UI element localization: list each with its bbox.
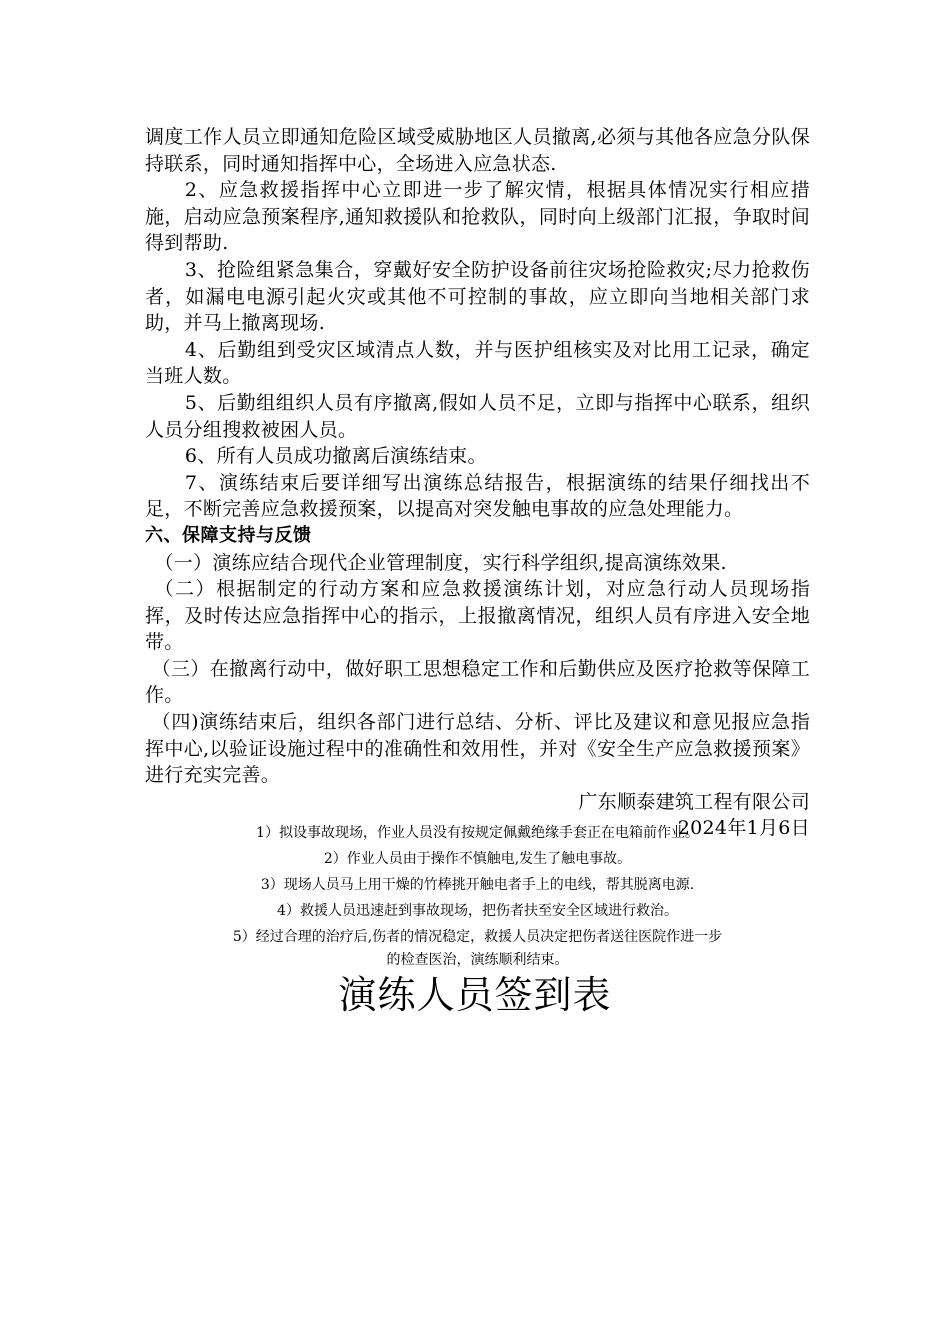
paragraph-step-2: 2、应急救援指挥中心立即进一步了解灾情，根据具体情况实行相应措施，启动应急预案程序,通知救援队和抢救队，同时向上级部门汇报，争取时间得到帮助. [145, 179, 810, 255]
section-heading-support: 六、保障支持与反馈 [145, 524, 312, 546]
document-body [145, 124, 810, 842]
company-signature: 广东顺泰建筑工程有限公司 [578, 790, 810, 813]
paragraph-step-7: 7、演练结束后要详细写出演练总结报告，根据演练的结果仔细找出不足，不断完善应急救援预案，以提高对突发触电事故的应急处理能力。 [145, 471, 810, 521]
paragraph-step-5: 5、后勤组组织人员有序撤离,假如人员不足，立即与指挥中心联系，组织人员分组搜救被困人员。 [145, 391, 810, 441]
paragraph-step-3: 3、抢险组紧急集合，穿戴好安全防护设备前往灾场抢险救灾;尽力抢救伤者，如漏电电源引起火灾或其他不可控制的事故，应立即向当地相关部门求助，并马上撤离现场. [145, 258, 810, 335]
drill-step-5: 5）经过合理的治疗后,伤者的情况稳定，救援人员决定把伤者送往医院作进一步 [232, 929, 723, 945]
support-item-4: （四)演练结束后，组织各部门进行总结、分析、评比及建议和意见报应急指挥中心,以验证设施过程中的准确性和效用性，并对《安全生产应急救援预案》进行充实完善。 [145, 711, 810, 787]
drill-step-1: 1）拟设事故现场，作业人员没有按规定佩戴绝缘手套正在电箱前作业。 [256, 825, 699, 841]
drill-steps [145, 820, 810, 972]
drill-step-4: 4）救援人员迅速赶到事故现场，把伤者扶至安全区域进行救治。 [277, 903, 678, 919]
drill-step-3: 3）现场人员马上用干燥的竹棒挑开触电者手上的电线，帮其脱离电源. [260, 877, 695, 893]
drill-step-2: 2）作业人员由于操作不慎触电,发生了触电事故。 [323, 851, 632, 867]
support-item-3: （三）在撤离行动中，做好职工思想稳定工作和后勤供应及医疗抢救等保障工作。 [145, 657, 810, 707]
paragraph-evacuation-notice: 调度工作人员立即通知危险区域受威胁地区人员撤离,必须与其他各应急分队保持联系，同时通知指挥中心，全场进入应急状态. [145, 126, 810, 175]
paragraph-step-4: 4、后勤组到受灾区域清点人数，并与医护组核实及对比用工记录，确定当班人数。 [145, 338, 810, 388]
sign-in-sheet-title: 演练人员签到表 [338, 973, 612, 1017]
signature-date: 2024年1月6日 [677, 817, 810, 840]
support-item-2: （二）根据制定的行动方案和应急救援演练计划，对应急行动人员现场指挥，及时传达应急指挥中心的指示，上报撤离情况，组织人员有序进入安全地带。 [145, 578, 810, 654]
drill-step-5-continued: 的检查医治，演练顺利结束。 [386, 952, 569, 968]
paragraph-step-6: 6、所有人员成功撤离后演练结束。 [184, 445, 487, 468]
support-item-1: （一）演练应结合现代企业管理制度，实行科学组织,提高演练效果. [154, 551, 727, 574]
